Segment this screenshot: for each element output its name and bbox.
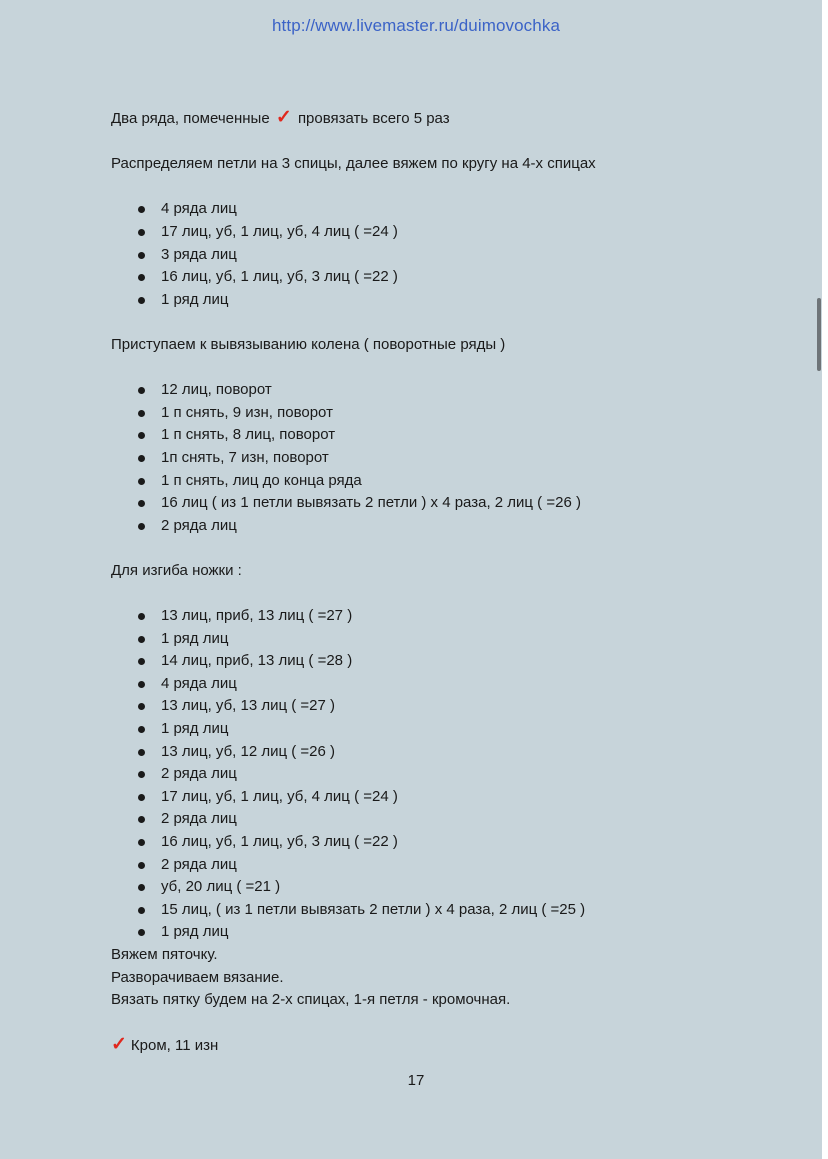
closing-line: Вяжем пяточку.: [111, 945, 218, 963]
list-item: 2 ряда лиц: [111, 763, 801, 786]
section2-list: [111, 379, 801, 537]
list-item: 2 ряда лиц: [111, 808, 801, 831]
list-item: 16 лиц ( из 1 петли вывязать 2 петли ) х 4 раза, 2 лиц ( =26 ): [111, 492, 801, 515]
list-item: 13 лиц, уб, 12 лиц ( =26 ): [111, 741, 801, 764]
source-url-link[interactable]: http://www.livemaster.ru/duimovochka: [272, 16, 560, 35]
list-item: 2 ряда лиц: [111, 854, 801, 877]
list-item: 1 ряд лиц: [111, 628, 801, 651]
list-item: 14 лиц, приб, 13 лиц ( =28 ): [111, 650, 801, 673]
section1-list: [111, 198, 801, 311]
closing-line: Разворачиваем вязание.: [111, 968, 284, 986]
list-item: 13 лиц, приб, 13 лиц ( =27 ): [111, 605, 801, 628]
final-row-text: Кром, 11 изн: [130, 1037, 219, 1055]
list-item: 4 ряда лиц: [111, 673, 801, 696]
list-item: 1п снять, 7 изн, поворот: [111, 447, 801, 470]
scrollbar-thumb[interactable]: [817, 298, 821, 371]
page-content: [111, 107, 801, 1058]
list-item: 16 лиц, уб, 1 лиц, уб, 3 лиц ( =22 ): [111, 831, 801, 854]
red-check-icon: ✓: [275, 107, 292, 128]
list-item: 1 п снять, 9 изн, поворот: [111, 402, 801, 425]
list-item: 3 ряда лиц: [111, 244, 801, 267]
list-item: 1 п снять, 8 лиц, поворот: [111, 424, 801, 447]
list-item: 1 ряд лиц: [111, 718, 801, 741]
list-item: 13 лиц, уб, 13 лиц ( =27 ): [111, 695, 801, 718]
list-item: 1 п снять, лиц до конца ряда: [111, 470, 801, 493]
list-item: 17 лиц, уб, 1 лиц, уб, 4 лиц ( =24 ): [111, 786, 801, 809]
closing-line: Вязать пятку будем на 2-х спицах, 1-я петля - кромочная.: [111, 991, 511, 1009]
page-number: 17: [407, 1072, 425, 1089]
red-check-icon: ✓: [111, 1034, 127, 1056]
list-item: 15 лиц, ( из 1 петли вывязать 2 петли ) х 4 раза, 2 лиц ( =25 ): [111, 899, 801, 922]
intro-line: [111, 107, 801, 131]
section3-heading: Для изгиба ножки :: [111, 561, 242, 579]
list-item: 1 ряд лиц: [111, 289, 801, 312]
list-item: 4 ряда лиц: [111, 198, 801, 221]
list-item: уб, 20 лиц ( =21 ): [111, 876, 801, 899]
list-item: 12 лиц, поворот: [111, 379, 801, 402]
list-item: 2 ряда лиц: [111, 515, 801, 538]
section2-heading: Приступаем к вывязыванию колена ( поворотные ряды ): [111, 335, 506, 353]
list-item: 1 ряд лиц: [111, 921, 801, 944]
intro-text-before: Два ряда, помеченные: [111, 110, 270, 127]
screen-edge: [822, 0, 828, 1159]
list-item: 16 лиц, уб, 1 лиц, уб, 3 лиц ( =22 ): [111, 266, 801, 289]
list-item: 17 лиц, уб, 1 лиц, уб, 4 лиц ( =24 ): [111, 221, 801, 244]
intro-text-after: провязать всего 5 раз: [297, 110, 450, 127]
section3-list: [111, 605, 801, 944]
section1-heading: Распределяем петли на 3 спицы, далее вяжем по кругу на 4-х спицах: [111, 155, 596, 173]
final-row-line: [111, 1034, 801, 1058]
